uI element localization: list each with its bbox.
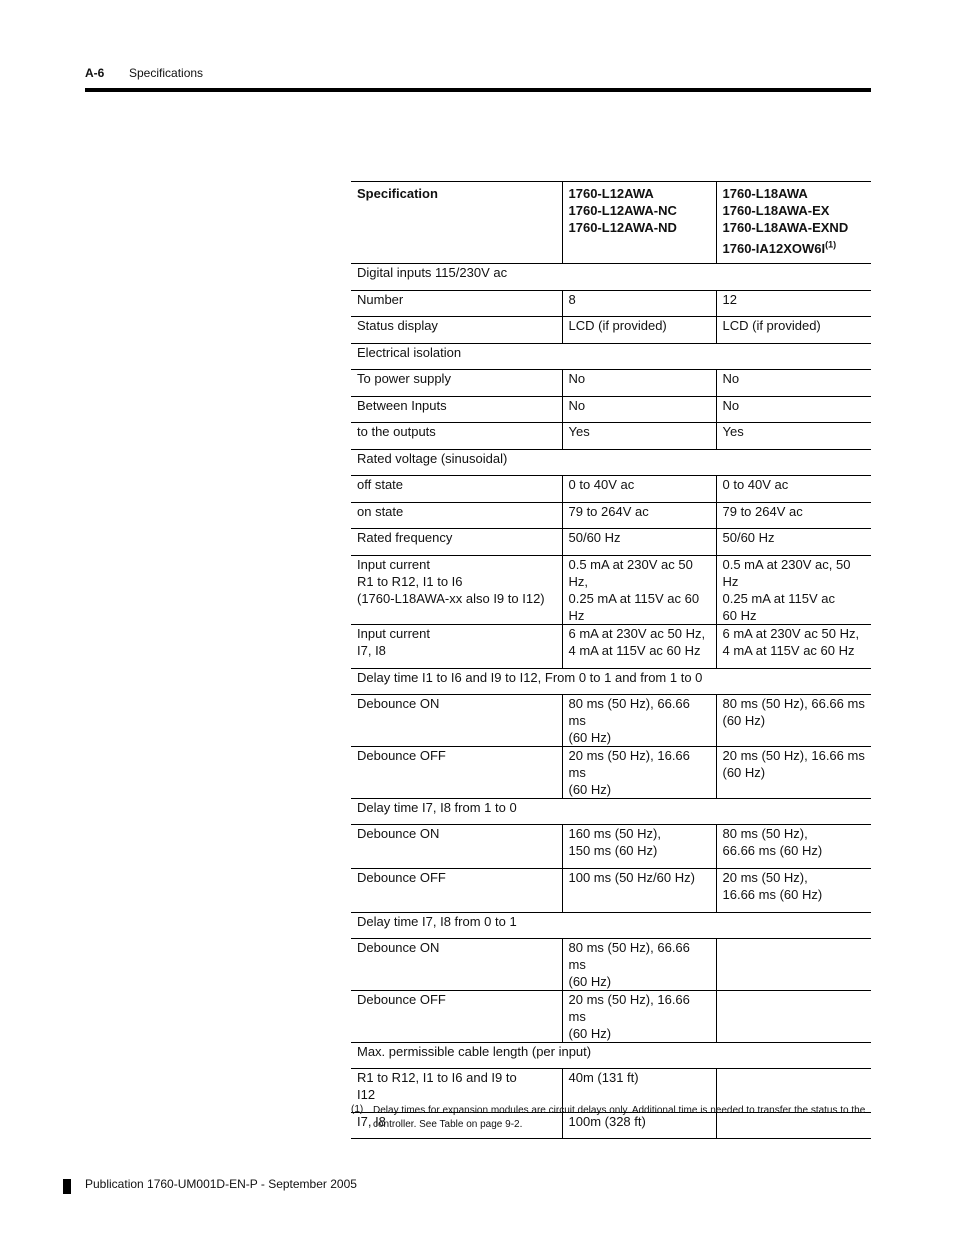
row-label: Between Inputs bbox=[351, 397, 562, 423]
row-value-col1: LCD (if provided) bbox=[562, 317, 716, 344]
row-label: Debounce OFF bbox=[351, 991, 562, 1043]
spec-table bbox=[351, 181, 871, 1139]
row-value-col1: Yes bbox=[562, 423, 716, 450]
row-value-col1: 40m (131 ft) bbox=[562, 1069, 716, 1113]
table-section-row bbox=[351, 913, 871, 939]
section-label: Delay time I1 to I6 and I9 to I12, From 0 to 1 and from 1 to 0 bbox=[351, 669, 871, 695]
table-row bbox=[351, 476, 871, 503]
row-value-col2: 6 mA at 230V ac 50 Hz, 4 mA at 115V ac 60 Hz bbox=[716, 625, 871, 669]
row-value-col1: 0.5 mA at 230V ac 50 Hz, 0.25 mA at 115V ac 60 Hz bbox=[562, 556, 716, 625]
row-value-col2 bbox=[716, 991, 871, 1043]
row-label: Debounce OFF bbox=[351, 869, 562, 913]
row-label: on state bbox=[351, 503, 562, 529]
row-value-col1: No bbox=[562, 397, 716, 423]
table-section-row bbox=[351, 1043, 871, 1069]
row-value-col2: No bbox=[716, 370, 871, 397]
row-label: Status display bbox=[351, 317, 562, 344]
table-section-row bbox=[351, 450, 871, 476]
table-row bbox=[351, 556, 871, 625]
footnote-ref: (1) bbox=[825, 239, 837, 250]
row-value-col2: 50/60 Hz bbox=[716, 529, 871, 556]
table-row bbox=[351, 939, 871, 991]
row-value-col1: 80 ms (50 Hz), 66.66 ms (60 Hz) bbox=[562, 939, 716, 991]
header-col2: 1760-L18AWA 1760-L18AWA-EX 1760-L18AWA-EXND $1760-IA12XOW6I^{(1)}$ bbox=[716, 182, 871, 264]
section-label: Rated voltage (sinusoidal) bbox=[351, 450, 871, 476]
table-section-row bbox=[351, 799, 871, 825]
row-value-col1: 100 ms (50 Hz/60 Hz) bbox=[562, 869, 716, 913]
table-section-row bbox=[351, 344, 871, 370]
row-value-col2: 20 ms (50 Hz), 16.66 ms (60 Hz) bbox=[716, 869, 871, 913]
table-row bbox=[351, 503, 871, 529]
row-value-col2: 80 ms (50 Hz), 66.66 ms (60 Hz) bbox=[716, 825, 871, 869]
header-col1: 1760-L12AWA 1760-L12AWA-NC 1760-L12AWA-ND bbox=[562, 182, 716, 264]
row-label: Debounce ON bbox=[351, 695, 562, 747]
section-label: Electrical isolation bbox=[351, 344, 871, 370]
table-row bbox=[351, 370, 871, 397]
row-value-col2: LCD (if provided) bbox=[716, 317, 871, 344]
row-label: Number bbox=[351, 291, 562, 317]
section-label: Delay time I7, I8 from 0 to 1 bbox=[351, 913, 871, 939]
row-value-col1: 79 to 264V ac bbox=[562, 503, 716, 529]
table-row bbox=[351, 529, 871, 556]
publication-info: Publication 1760-UM001D-EN-P - September 2005 bbox=[85, 1177, 357, 1191]
row-value-col2: No bbox=[716, 397, 871, 423]
table-row bbox=[351, 825, 871, 869]
row-value-col2: 12 bbox=[716, 291, 871, 317]
table-row bbox=[351, 869, 871, 913]
footnote-text: Delay times for expansion modules are circuit delays only. Additional time is needed to transfer the status to the controller. See Table on page 9-2. bbox=[373, 1105, 866, 1130]
table-row bbox=[351, 625, 871, 669]
row-value-col1: 0 to 40V ac bbox=[562, 476, 716, 503]
row-label: To power supply bbox=[351, 370, 562, 397]
header-spec: Specification bbox=[351, 182, 562, 264]
row-label: I7, I8 bbox=[351, 1113, 562, 1139]
row-value-col1: 50/60 Hz bbox=[562, 529, 716, 556]
table-header-row bbox=[351, 182, 871, 264]
row-label: Debounce ON bbox=[351, 939, 562, 991]
footnote-number: (1) bbox=[351, 1104, 364, 1115]
section-title: Specifications bbox=[129, 66, 204, 80]
row-value-col1: 8 bbox=[562, 291, 716, 317]
row-label: to the outputs bbox=[351, 423, 562, 450]
row-value-col1: 20 ms (50 Hz), 16.66 ms (60 Hz) bbox=[562, 747, 716, 799]
table-row bbox=[351, 991, 871, 1043]
row-value-col2: 20 ms (50 Hz), 16.66 ms (60 Hz) bbox=[716, 747, 871, 799]
row-value-col2: 79 to 264V ac bbox=[716, 503, 871, 529]
row-label: Debounce ON bbox=[351, 825, 562, 869]
section-label: Digital inputs 115/230V ac bbox=[351, 264, 871, 291]
table-row bbox=[351, 317, 871, 344]
page-number: A-6 bbox=[85, 66, 105, 80]
table-section-row bbox=[351, 669, 871, 695]
row-label: R1 to R12, I1 to I6 and I9 to I12 bbox=[351, 1069, 562, 1113]
row-label: off state bbox=[351, 476, 562, 503]
footer-marker bbox=[63, 1179, 71, 1194]
row-value-col1: 160 ms (50 Hz), 150 ms (60 Hz) bbox=[562, 825, 716, 869]
row-label: Rated frequency bbox=[351, 529, 562, 556]
header-rule bbox=[85, 88, 871, 92]
row-value-col1: 6 mA at 230V ac 50 Hz, 4 mA at 115V ac 60 Hz bbox=[562, 625, 716, 669]
section-label: Delay time I7, I8 from 1 to 0 bbox=[351, 799, 871, 825]
row-value-col1: 80 ms (50 Hz), 66.66 ms (60 Hz) bbox=[562, 695, 716, 747]
row-value-col2: 80 ms (50 Hz), 66.66 ms (60 Hz) bbox=[716, 695, 871, 747]
section-label: Max. permissible cable length (per input) bbox=[351, 1043, 871, 1069]
table-row bbox=[351, 291, 871, 317]
row-label: Input current R1 to R12, I1 to I6 (1760-L18AWA-xx also I9 to I12) bbox=[351, 556, 562, 625]
table-row bbox=[351, 397, 871, 423]
table-row bbox=[351, 747, 871, 799]
table-section-row bbox=[351, 264, 871, 291]
row-label: Debounce OFF bbox=[351, 747, 562, 799]
row-value-col2: Yes bbox=[716, 423, 871, 450]
row-value-col2: 0 to 40V ac bbox=[716, 476, 871, 503]
row-value-col2: 0.5 mA at 230V ac, 50 Hz 0.25 mA at 115V ac 60 Hz bbox=[716, 556, 871, 625]
row-value-col1: No bbox=[562, 370, 716, 397]
row-value-col2 bbox=[716, 939, 871, 991]
row-value-col1: 100m (328 ft) bbox=[562, 1113, 716, 1139]
row-label: Input current I7, I8 bbox=[351, 625, 562, 669]
row-value-col1: 20 ms (50 Hz), 16.66 ms (60 Hz) bbox=[562, 991, 716, 1043]
table-row bbox=[351, 423, 871, 450]
table-row bbox=[351, 695, 871, 747]
